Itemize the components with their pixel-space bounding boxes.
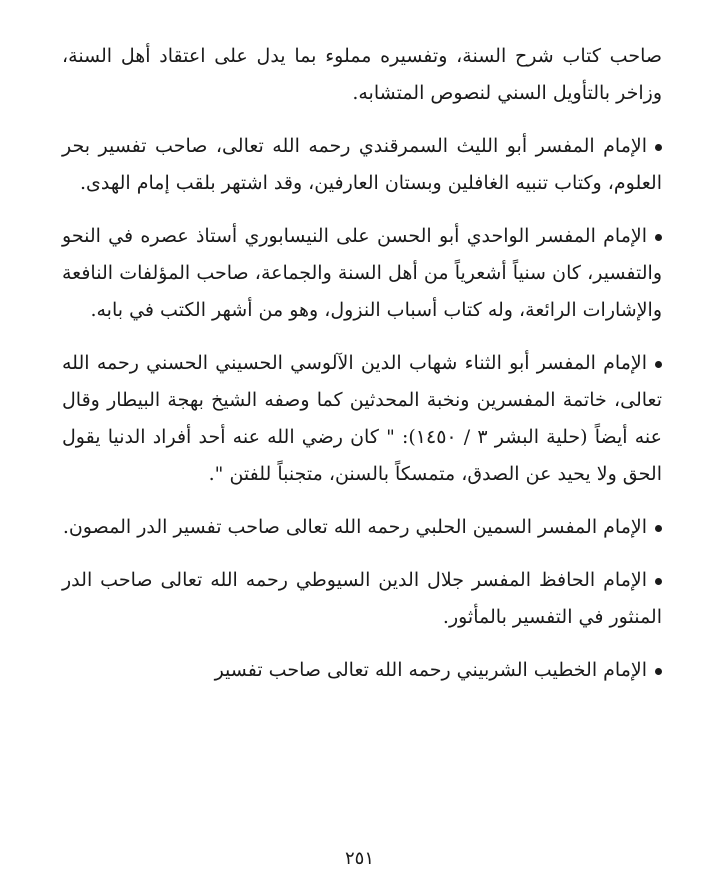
list-item [62, 509, 662, 546]
bullet-icon [655, 234, 662, 241]
page-body [62, 38, 662, 689]
page-number: ٢٥١ [344, 848, 374, 869]
paragraph-intro [62, 38, 662, 112]
list-item [62, 562, 662, 636]
list-item-text: الإمام المفسر أبو الليث السمرقندي رحمه الله تعالى، صاحب تفسير بحر العلوم، وكتاب تنبيه الغافلين وبستان العارفين، وقد اشتهر بلقب إمام الهدى. [62, 135, 662, 194]
list-item [62, 128, 662, 202]
list-item-text: الإمام المفسر أبو الثناء شهاب الدين الآلوسي الحسيني الحسني رحمه الله تعالى، خاتمة المفسرين ونخبة المحدثين كما وصفه الشيخ بهجة البيطار وقال عنه أيضاً (حلية البشر ٣ / ١٤٥٠): " كان رضي الله عنه أحد أفراد الدنيا يقول الحق ولا يحيد عن الصدق، متمسكاً بالسنن، متجنباً للفتن ". [62, 352, 662, 485]
list-item-text: الإمام الخطيب الشربيني رحمه الله تعالى صاحب تفسير [214, 659, 647, 681]
bullet-icon [655, 144, 662, 151]
list-item [62, 218, 662, 329]
list-item-text: الإمام الحافظ المفسر جلال الدين السيوطي رحمه الله تعالى صاحب الدر المنثور في التفسير بالمأثور. [62, 569, 662, 628]
bullet-icon [655, 361, 662, 368]
list-item [62, 652, 662, 689]
bullet-icon [655, 525, 662, 532]
bullet-icon [655, 668, 662, 675]
list-item [62, 345, 662, 493]
bullet-icon [655, 578, 662, 585]
list-item-text: الإمام المفسر السمين الحلبي رحمه الله تعالى صاحب تفسير الدر المصون. [62, 516, 647, 538]
list-item-text: الإمام المفسر الواحدي أبو الحسن على النيسابوري أستاذ عصره في النحو والتفسير، كان سنياً أشعرياً من أهل السنة والجماعة، صاحب المؤلفات النافعة والإشارات الرائعة، وله كتاب أسباب النزول، وهو من أشهر الكتب في بابه. [62, 225, 662, 321]
paragraph-text: صاحب كتاب شرح السنة، وتفسيره مملوء بما يدل على اعتقاد أهل السنة، وزاخر بالتأويل السني لنصوص المتشابه. [62, 45, 662, 104]
